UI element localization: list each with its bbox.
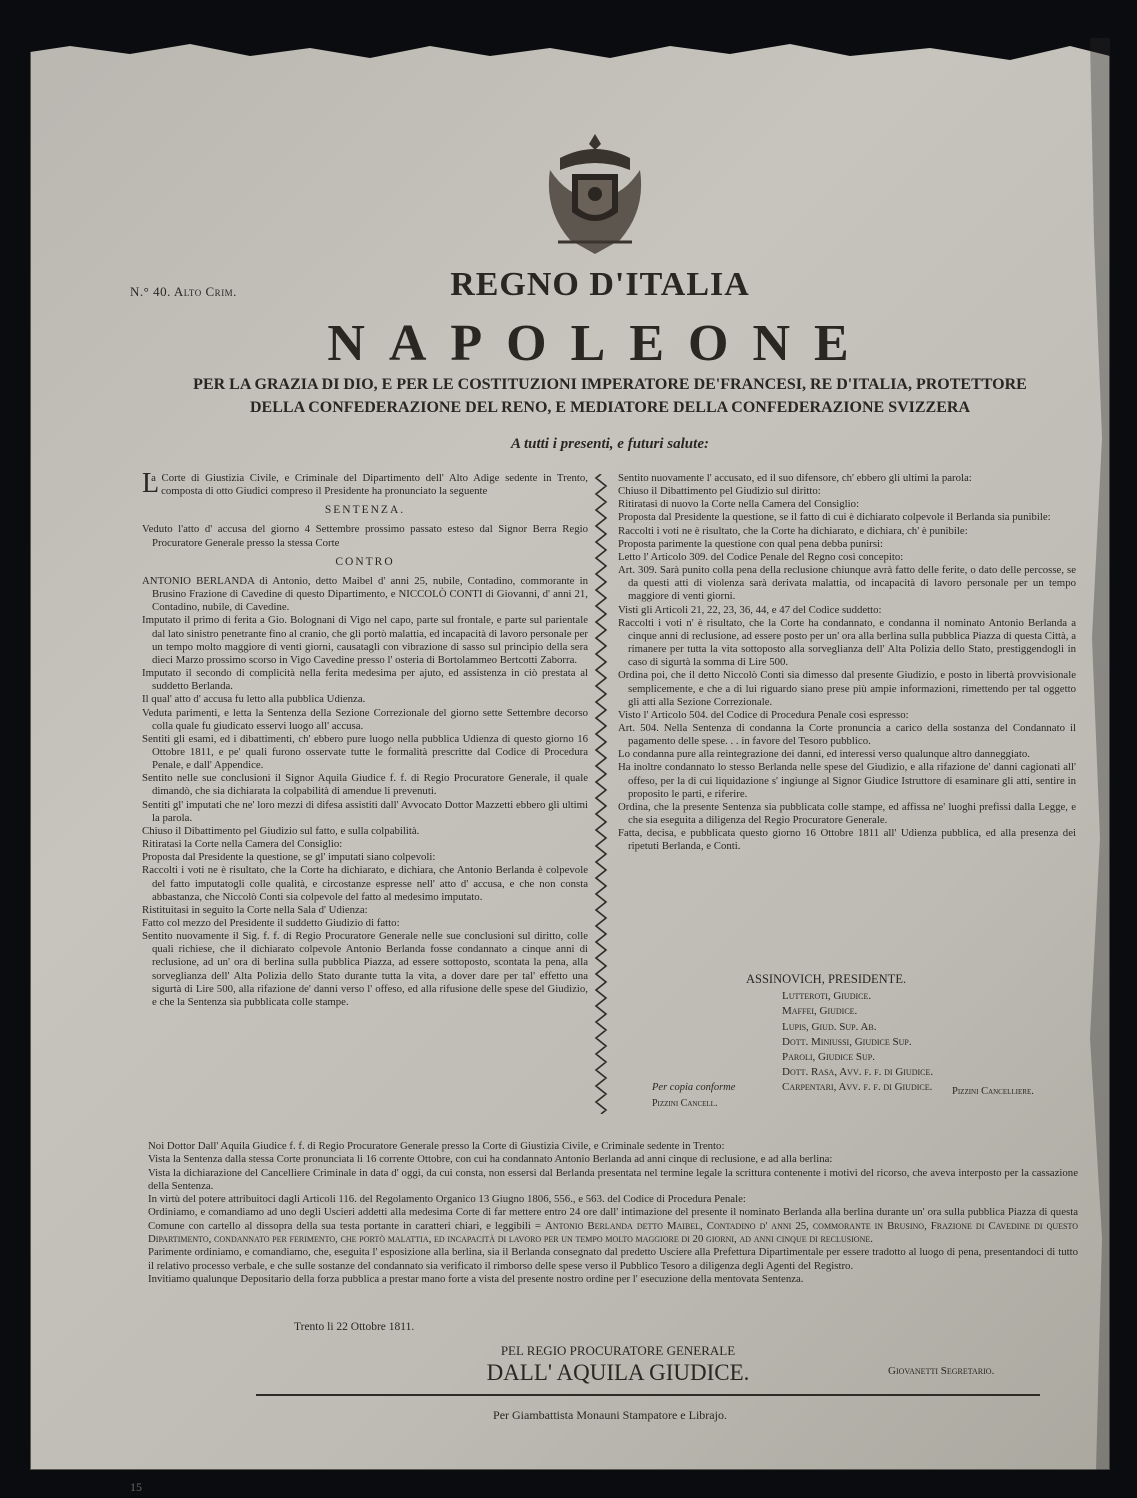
paragraph: Proposta parimente la questione con qual pena debba punirsi: <box>618 537 884 550</box>
paragraph: Ristituitasi in seguito la Corte nella Sala d' Udienza: <box>142 903 368 916</box>
paragraph: Raccolti i voti ne è risultato, che la Corte ha dichiarato, e dichiara, ch' è punibile: <box>618 524 968 537</box>
paragraph: Sentito nelle sue conclusioni il Signor Aquila Giudice f. f. di Regio Procuratore Generale, il quale dimandò, che sia dichiarata la colpabilità di amendue li prevenuti. <box>142 772 588 798</box>
broadsheet <box>30 38 1110 1494</box>
paragraph: Proposta dal Presidente la questione, se gl' imputati siano colpevoli: <box>142 851 436 864</box>
paragraph: Invitiamo qualunque Depositario della forza pubblica a prestar mano forte a vista del presente nostro ordine per l' esecuzione della mentovata Sentenza. <box>148 1272 804 1285</box>
paragraph: Vista la dichiarazione del Cancelliere Criminale in data d' oggi, da cui consta, non essersi dal Berlanda presentata nel termine legale la scrittura contenente i motivi del ricorso, che aveva interposto per la cassazione della Sentenza. <box>148 1166 1078 1192</box>
execution-order <box>148 1140 1078 1286</box>
president-signature: ASSINOVICH, PRESIDENTE. <box>746 972 907 986</box>
paragraph: Vista la Sentenza dalla stessa Corte pronunciata li 16 corrente Ottobre, con cui ha condannato Antonio Berlanda ad anni cinque di reclusione, e ad alla berlina: <box>148 1153 833 1166</box>
judge-signature: Maffei, Giudice. <box>782 1005 858 1018</box>
paragraph: ANTONIO BERLANDA di Antonio, detto Maibel d' anni 25, nubile, Contadino, commorante in Brusino Frazione di Cavedine di questo Dipartimento, e NICCOLÒ CONTI di Giovanni, d' anni 21, Contadino, nubile, di Cavedine. <box>142 574 588 614</box>
copy-signatory: Pizzini Cancell. <box>652 1098 718 1109</box>
prosecutor-name: DALL' AQUILA GIUDICE. <box>486 1360 750 1385</box>
judge-signature: Dott. Miniussi, Giudice Sup. <box>782 1035 912 1048</box>
pencil-annotation: 15 <box>130 1480 142 1494</box>
judge-signature: Paroli, Giudice Sup. <box>782 1051 875 1064</box>
paragraph: Chiuso il Dibattimento pel Giudizio sul fatto, e sulla colpabilità. <box>142 824 420 837</box>
paragraph: Raccolti i voti ne è risultato, che la Corte ha dichiarato, e dichiara, che Antonio Berlanda è colpevole del fatto imputatogli colle qualità, e circostanze espresse nell' atto d' accusa, e che non consta abbastanza, che Niccolò Conti sia colpevole del fatto al medesimo imputato. <box>142 864 588 903</box>
article-quote: Art. 309. Sarà punito colla pena della reclusione chiunque avrà fatto delle ferite, o dato delle percosse, se da questi atti di violenza sarà derivata malattia, od incapacità di lavoro personale per un tempo maggiore di venti giorni. <box>618 564 1076 603</box>
paragraph: Lo condanna pure alla reintegrazione dei danni, ed interessi verso qualunque altro danneggiato. <box>618 748 1030 761</box>
article-quote: Art. 504. Nella Sentenza di condanna la Corte pronuncia a carico della sostanza del Condannato il pagamento delle spese. . . in favore del Tesoro pubblico. <box>618 721 1076 748</box>
drop-cap: L <box>142 468 160 499</box>
order-date: Trento li 22 Ottobre 1811. <box>294 1321 415 1333</box>
paragraph: Ritiratasi la Corte nella Camera del Consiglio: <box>142 838 343 851</box>
sentence-right-column <box>618 472 1076 854</box>
paragraph: Ha inoltre condannato lo stesso Berlanda nelle spese del Giudizio, e alla rifazione de' danni cagionati all' offeso, per la di cui liquidazione s' ingiunge al Signor Giudice Istruttore di esaminare gli atti, sentire in proposito le parti, e riferire. <box>618 761 1076 800</box>
paragraph: In virtù del potere attribuitoci dagli Articoli 116. del Regolamento Organico 13 Giugno 1806, 556., e 563. del Codice di Procedura Penale: <box>148 1193 746 1206</box>
paragraph: Raccolti i voti n' è risultato, che la Corte ha condannato, e condanna il nominato Antonio Berlanda a cinque anni di reclusione, ad essere posto per un' ora alla berlina sulla pubblica Piazza di questa Città, a rimanere per tutta la vita sottoposto alla sorveglianza dell' Alta Polizia dello Stato, prestiggendogli in caso di sigurtà la somma di Lire 500. <box>618 616 1076 669</box>
paragraph: Sentiti gl' imputati che ne' loro mezzi di difesa assistiti dall' Avvocato Dottor Mazzetti ebbero gli ultimi la parola. <box>142 798 588 824</box>
paragraph: Il qual' atto d' accusa fu letto alla pubblica Udienza. <box>142 693 366 706</box>
paragraph: Fatta, decisa, e pubblicata questo giorno 16 Ottobre 1811 all' Udienza pubblica, ed alla presenza dei ripetuti Berlanda, e Conti. <box>618 827 1076 853</box>
sovereign-name: NAPOLEONE <box>327 315 873 372</box>
placard-text: Antonio Berlanda detto Maibel, Contadino d' anni 25, commorante in Brusino, Frazione di Cavedine di questo Dipartimento, condannato per ferimento, che portò malattia, ed incapacità di lavoro per un tempo molto maggiore di 20 giorni, ad anni cinque di reclusione. <box>148 1219 1078 1246</box>
sovereign-titles-line-2: DELLA CONFEDERAZIONE DEL RENO, E MEDIATORE DELLA CONFEDERAZIONE SVIZZERA <box>250 399 970 416</box>
judge-signature: Carpentari, Avv. f. f. di Giudice. <box>782 1081 933 1094</box>
paragraph: Proposta dal Presidente la questione, se il fatto di cui è dichiarato colpevole il Berlanda sia punibile: <box>618 511 1051 524</box>
horizontal-rule <box>256 1394 1040 1396</box>
greeting: A tutti i presenti, e futuri salute: <box>511 436 709 452</box>
document-number: N.° 40. Alto Crim. <box>130 284 237 299</box>
preamble-paragraph: L a Corte di Giustizia Civile, e Criminale del Dipartimento dell' Alto Adige sedente in Trento, composta di otto Giudici compreso il Presidente ha pronunciato la seguente <box>142 468 588 499</box>
kingdom-heading: REGNO D'ITALIA <box>450 266 750 303</box>
paragraph: Ordiniamo, e comandiamo ad uno degli Uscieri addetti alla medesima Corte di far mettere entro 24 ore dall' intimazione del presente il nominato Berlanda alla berlina durante un' ora sulla pubblica Piazza di questa Comune con cartello al dissopra della sua testa portante in caratteri chiari, e leggibili = Antonio Berlanda detto Maibel, Contadino d' anni 25, commorante in Brusino, Frazione di Cavedine di questo Dipartimento, condannato per ferimento, che portò malattia, ed incapacità di lavoro per un tempo molto maggiore di 20 giorni, ad anni cinque di reclusione. <box>148 1206 1078 1246</box>
paragraph: Imputato il secondo di complicità nella ferita medesima per ajuto, ed assistenza in ciò prestata al suddetto Berlanda. <box>142 667 588 693</box>
prosecutor-label: PEL REGIO PROCURATORE GENERALE <box>500 1343 736 1358</box>
paragraph: Letto l' Articolo 309. del Codice Penale del Regno così concepito: <box>618 550 904 563</box>
court-signatures <box>746 972 1066 1096</box>
paragraph: Chiuso il Dibattimento pel Giudizio sul diritto: <box>618 485 821 498</box>
chancellor-signature: Pizzini Cancelliere. <box>952 1086 1034 1097</box>
sentenza-heading: SENTENZA. <box>324 504 406 517</box>
paragraph: Veduta parimenti, e letta la Sentenza della Sezione Correzionale del giorno sette Settembre decorso colla quale fu giudicato esservi luogo all' accusa. <box>142 706 588 732</box>
ornamental-column-divider <box>593 474 609 1114</box>
certified-copy-label: Per copia conforme <box>652 1082 736 1093</box>
contro-heading: CONTRO <box>335 555 395 568</box>
printer-imprint: Per Giambattista Monauni Stampatore e Librajo. <box>493 1408 727 1422</box>
paragraph: Visto l' Articolo 504. del Codice di Procedura Penale così espresso: <box>618 708 909 721</box>
paragraph: Visti gli Articoli 21, 22, 23, 36, 44, e 47 del Codice suddetto: <box>618 603 882 616</box>
paragraph: Ritiratasi di nuovo la Corte nella Camera del Consiglio: <box>618 498 860 511</box>
secretary-signature: Giovanetti Segretario. <box>888 1365 995 1377</box>
paragraph: Ordina, che la presente Sentenza sia pubblicata colle stampe, ed affissa ne' luoghi prefissi dalla Legge, e che sia eseguita a diligenza del Regio Procuratore Generale. <box>618 800 1076 827</box>
paragraph: Fatto col mezzo del Presidente il suddetto Giudizio di fatto: <box>142 917 400 929</box>
paragraph: Noi Dottor Dall' Aquila Giudice f. f. di Regio Procuratore Generale presso la Corte di Giustizia Civile, e Criminale sedente in Trento: <box>148 1140 725 1152</box>
judge-signature: Lutteroti, Giudice. <box>782 990 872 1003</box>
judge-signature: Dott. Rasa, Avv. f. f. di Giudice. <box>782 1066 934 1079</box>
royal-coat-of-arms <box>540 130 650 260</box>
paragraph: Sentito nuovamente il Sig. f. f. di Regio Procuratore Generale nelle sue conclusioni sul diritto, colle quali richiese, che il dichiarato colpevole Antonio Berlanda fosse condannato a cinque anni di reclusione, ad un' ora di berlina sulla pubblica Piazza, ad essere sottoposto, scontata la pena, alla sorveglianza dell' Alta Polizia dello Stato durante tutta la vita, a dover dare per tal' effetto una sigurtà di Lire 500, alla rifazione de' danni verso l' offeso, ed alla rifusione delle spese del Giudizio, e che la Sentenza sia pubblicata colle stampe. <box>142 930 588 1008</box>
judge-signature: Lupis, Giud. Sup. Ab. <box>782 1020 877 1033</box>
paragraph: Sentiti gli esami, ed i dibattimenti, ch' ebbero pure luogo nella pubblica Udienza di questo giorno 16 Ottobre 1811, e pe' quali furono osservate tutte le formalità prescritte dal Codice di Procedura Penale, e dall' Appendice. <box>142 732 588 772</box>
paragraph: Imputato il primo di ferita a Gio. Bolognani di Vigo nel capo, parte sul frontale, e parte sul parientale dal lato sinistro penetrante fino al cranio, che gli portò malattia, ed incapacità di lavoro personale per un tempo molto maggiore di venti giorni, causatagli con vibrazione di sasso sul principio della sera dieci Marzo prossimo scorso in Vigo Cavedine presso l' osteria di Bortolammeo Bertcotti Zaborra. <box>142 614 588 666</box>
paragraph: Sentito nuovamente l' accusato, ed il suo difensore, ch' ebbero gli ultimi la parola: <box>618 472 972 484</box>
sentence-left-column <box>142 468 588 1009</box>
paragraph: Parimente ordiniamo, e comandiamo, che, eseguita l' esposizione alla berlina, sia il Berlanda consegnato dal predetto Usciere alla Prefettura Dipartimentale per essere tradotto al luogo di pena, presentandoci di tutto il relativo processo verbale, e che sulle sostanze del condannato sia verificato il rimborso delle spese verso il Pubblico Tesoro a diligenza degli Agenti del Registro. <box>148 1246 1078 1272</box>
sovereign-titles-line-1: PER LA GRAZIA DI DIO, E PER LE COSTITUZIONI IMPERATORE DE'FRANCESI, RE D'ITALIA, PROTETTORE <box>193 376 1027 393</box>
paragraph: Ordina poi, che il detto Niccolò Conti sia dimesso dal presente Giudizio, e posto in libertà provvisionale semplicemente, e che a di lui riguardo siano prese più ampie informazioni, rimettendo per tal oggetto gli atti alla Sezione Correzionale. <box>618 669 1076 708</box>
paragraph: Veduto l'atto d' accusa del giorno 4 Settembre prossimo passato esteso dal Signor Berra Regio Procuratore Generale presso la stessa Corte <box>142 523 588 549</box>
